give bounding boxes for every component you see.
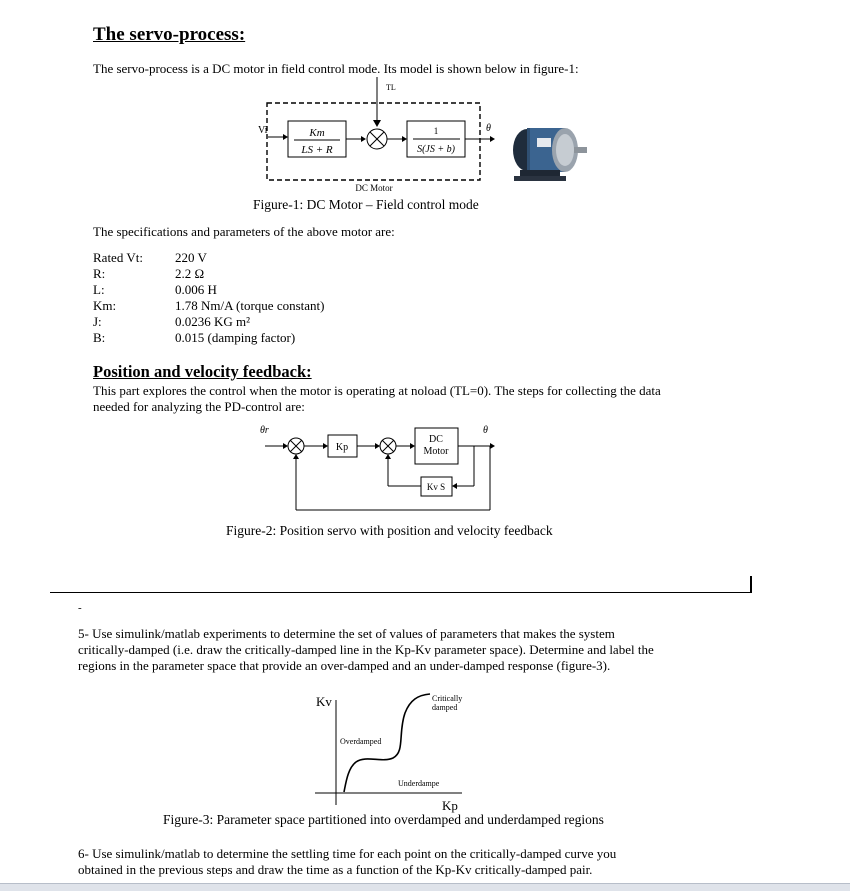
theta-output-label: θ	[483, 425, 488, 436]
theta-ref-label: θr	[260, 425, 269, 436]
spec-value: 1.78 Nm/A (torque constant)	[175, 298, 325, 313]
critically-label-line2: damped	[432, 703, 458, 712]
critically-label-line1: Critically	[432, 694, 463, 703]
block1-numerator: Km	[309, 127, 325, 139]
question-5-line3: regions in the parameter space that provide an over-damped and an under-damped response (figure-3).	[78, 658, 611, 673]
spec-label: B:	[93, 330, 106, 345]
underdamped-label: Underdampe	[398, 779, 440, 788]
kp-block-label: Kp	[335, 442, 349, 453]
dc-motor-label: DC Motor	[355, 183, 393, 193]
question-5-line2: critically-damped (i.e. draw the critically-damped line in the Kp-Kv parameter space). Determine and label the	[78, 642, 654, 657]
block2-numerator: 1	[433, 126, 439, 136]
motor-block-line1: DC	[429, 434, 443, 445]
figure-2-caption: Figure-2: Position servo with position and velocity feedback	[226, 523, 553, 538]
spec-label: L:	[93, 282, 105, 297]
spec-value: 0.015 (damping factor)	[175, 330, 296, 345]
spec-label: J:	[93, 314, 102, 329]
spec-label: Rated Vt:	[93, 250, 143, 265]
motor-block-line2: Motor	[423, 446, 449, 457]
spec-value: 2.2 Ω	[175, 266, 205, 281]
list-dash: -	[78, 602, 82, 614]
feedback-intro-line1: This part explores the control when the motor is operating at noload (TL=0). The steps for collecting the data	[93, 383, 661, 398]
spec-label: Km:	[93, 298, 117, 313]
servo-intro-text: The servo-process is a DC motor in field control mode. Its model is shown below in figure-1:	[93, 61, 579, 76]
figure-3-caption: Figure-3: Parameter space partitioned into overdamped and underdamped regions	[163, 812, 604, 827]
kv-block-label: Kv S	[426, 482, 446, 492]
kv-axis-label: Kv	[316, 694, 332, 709]
kp-axis-label: Kp	[442, 798, 458, 813]
spec-label: R:	[93, 266, 106, 281]
block1-denominator: LS + R	[301, 144, 333, 156]
tl-label: TL	[386, 83, 396, 92]
question-6-line2: obtained in the previous steps and draw the time as a function of the Kp-Kv critically-damped pair.	[78, 862, 593, 877]
section-title-feedback: Position and velocity feedback:	[93, 362, 312, 381]
question-5-line1: 5- Use simulink/matlab experiments to determine the set of values of parameters that makes the system	[78, 626, 615, 641]
vi-label: Vi	[258, 125, 268, 136]
overdamped-label: Overdamped	[340, 737, 382, 746]
question-6-line1: 6- Use simulink/matlab to determine the settling time for each point on the critically-damped curve you	[78, 846, 617, 861]
spec-value: 0.0236 KG m²	[175, 314, 251, 329]
figure-1-caption: Figure-1: DC Motor – Field control mode	[253, 197, 479, 212]
specs-heading: The specifications and parameters of the above motor are:	[93, 224, 395, 239]
section-title-servo-process: The servo-process:	[93, 24, 246, 45]
block2-denominator: S(JS + b)	[417, 144, 455, 155]
spec-value: 220 V	[175, 250, 207, 265]
feedback-intro-line2: needed for analyzing the PD-control are:	[93, 399, 305, 414]
theta-output-label: θ	[486, 123, 491, 134]
spec-value: 0.006 H	[175, 282, 217, 297]
